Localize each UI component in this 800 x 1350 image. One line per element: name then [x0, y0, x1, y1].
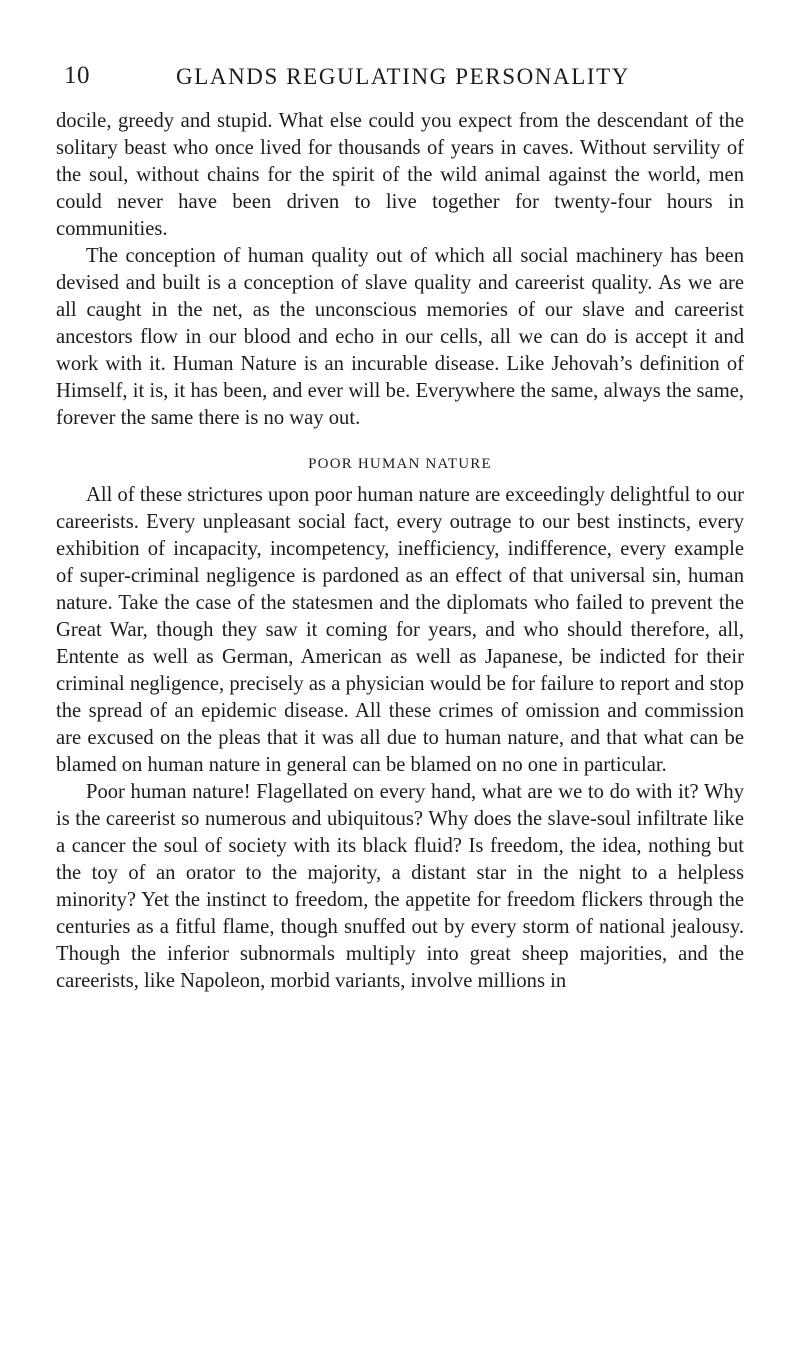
section-heading: POOR HUMAN NATURE — [308, 456, 492, 472]
paragraph-3: All of these strictures upon poor human nature are exceedingly delightful to our careerists. Every unpleasant social fact, every outrage to our best instincts, every exhibition of incapacity, incompetency, inefficiency, indifference, every example of super-criminal negligence is pardoned as an effect of that universal sin, human nature. Take the case of the statesmen and the diplomats who failed to prevent the Great War, though they saw it coming for years, and who should therefore, all, Entente as well as German, American as well as Japanese, be indicted for their criminal negligence, precisely as a physician would be for failure to report and stop the spread of an epidemic disease. All these crimes of omission and commission are excused on the pleas that it was all due to human nature, and that what can be blamed on human nature in general can be blamed on no one in particular. — [56, 484, 744, 776]
paragraph-1: docile, greedy and stupid. What else could you expect from the descendant of the solitary beast who once lived for thousands of years in caves. Without servility of the soul, without chains for the spirit of the wild animal against the world, men could never have been driven to live together for twenty-four hours in communities. — [56, 110, 744, 240]
page-number: 10 — [64, 62, 90, 89]
running-title: GLANDS REGULATING PERSONALITY — [176, 64, 630, 89]
paragraph-4: Poor human nature! Flagellated on every hand, what are we to do with it? Why is the careerist so numerous and ubiquitous? Why does the slave-soul infiltrate like a cancer the soul of society with its black fluid? Is freedom, the idea, nothing but the toy of an orator to the majority, a distant star in the night to a helpless minority? Yet the instinct to freedom, the appetite for freedom flickers through the centuries as a fitful flame, though snuffed out by every storm of national jealousy. Though the inferior subnormals multiply into great sheep majorities, and the careerists, like Napoleon, morbid variants, involve millions in — [56, 781, 744, 992]
book-page — [56, 62, 744, 995]
paragraph-2: The conception of human quality out of which all social machinery has been devised and built is a conception of slave quality and careerist quality. As we are all caught in the net, as the unconscious memories of our slave and careerist ancestors flow in our blood and echo in our cells, all we can do is accept it and work with it. Human Nature is an incurable disease. Like Jehovah’s definition of Himself, it is, it has been, and ever will be. Everywhere the same, always the same, forever the same there is no way out. — [56, 245, 744, 429]
running-head — [56, 62, 744, 96]
